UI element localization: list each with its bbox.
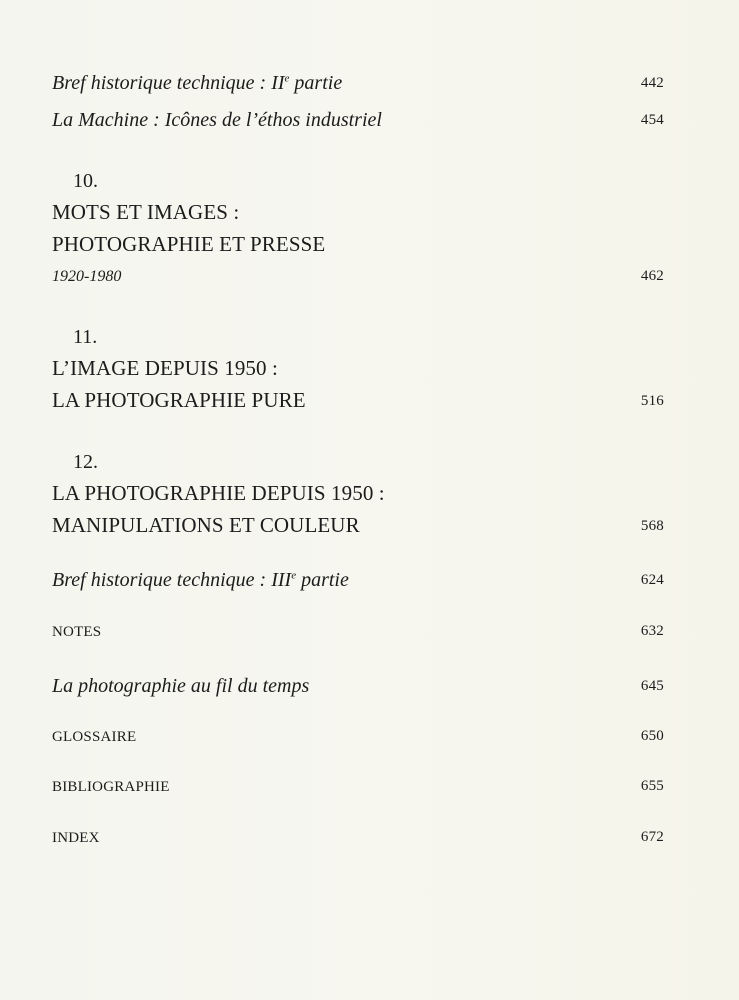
toc-entry-title: La Machine : Icônes de l’éthos industriel — [52, 109, 382, 131]
toc-entry-title: La photographie au fil du temps — [52, 675, 310, 697]
toc-page-number: 650 — [640, 728, 664, 744]
toc-entry-title: BIBLIOGRAPHIE — [52, 779, 170, 795]
toc-page-number: 672 — [640, 829, 664, 845]
chapter-subtitle: 1920-1980 — [52, 268, 122, 285]
toc-page-number: 462 — [640, 268, 664, 284]
toc-entry-machine[interactable] — [52, 108, 664, 134]
toc-chapter-12[interactable] — [52, 450, 664, 542]
chapter-number: 12. — [73, 451, 98, 473]
superscript: e — [291, 569, 297, 582]
toc-entry-title: INDEX — [52, 830, 100, 846]
toc-entry-notes[interactable] — [52, 622, 664, 644]
toc-page-number: 624 — [640, 572, 664, 588]
toc-page-number: 442 — [640, 75, 664, 91]
chapter-number: 11. — [73, 326, 98, 348]
toc-entry-title: NOTES — [52, 624, 102, 640]
toc-chapter-10[interactable] — [52, 169, 664, 293]
chapter-title-line: PHOTOGRAPHIE ET PRESSE — [52, 232, 326, 256]
toc-page-number: 516 — [640, 393, 664, 409]
toc-entry-title: Bref historique technique : IIIe partie — [52, 569, 349, 591]
chapter-title-line: L’IMAGE DEPUIS 1950 : — [52, 356, 278, 380]
toc-page-number: 645 — [640, 678, 664, 694]
toc-entry-index[interactable] — [52, 828, 664, 850]
toc-page-number: 632 — [640, 623, 664, 639]
toc-entry-bibliography[interactable] — [52, 777, 664, 799]
toc-page-number: 568 — [640, 518, 664, 534]
superscript: e — [284, 72, 290, 85]
toc-entry-technical-history-2[interactable] — [52, 71, 664, 97]
toc-page-number: 655 — [640, 778, 664, 794]
toc-entry-timeline[interactable] — [52, 674, 664, 700]
chapter-title-line: MANIPULATIONS ET COULEUR — [52, 513, 360, 537]
toc-entry-title: Bref historique technique : IIe partie — [52, 72, 343, 94]
toc-entry-title: GLOSSAIRE — [52, 729, 137, 745]
chapter-title-line: LA PHOTOGRAPHIE DEPUIS 1950 : — [52, 481, 385, 505]
toc-page-number: 454 — [640, 112, 664, 128]
toc-entry-technical-history-3[interactable] — [52, 568, 664, 594]
chapter-title-line: LA PHOTOGRAPHIE PURE — [52, 388, 306, 412]
chapter-title-line: MOTS ET IMAGES : — [52, 200, 240, 224]
toc-chapter-11[interactable] — [52, 325, 664, 417]
chapter-number: 10. — [73, 170, 98, 192]
toc-entry-glossary[interactable] — [52, 727, 664, 749]
